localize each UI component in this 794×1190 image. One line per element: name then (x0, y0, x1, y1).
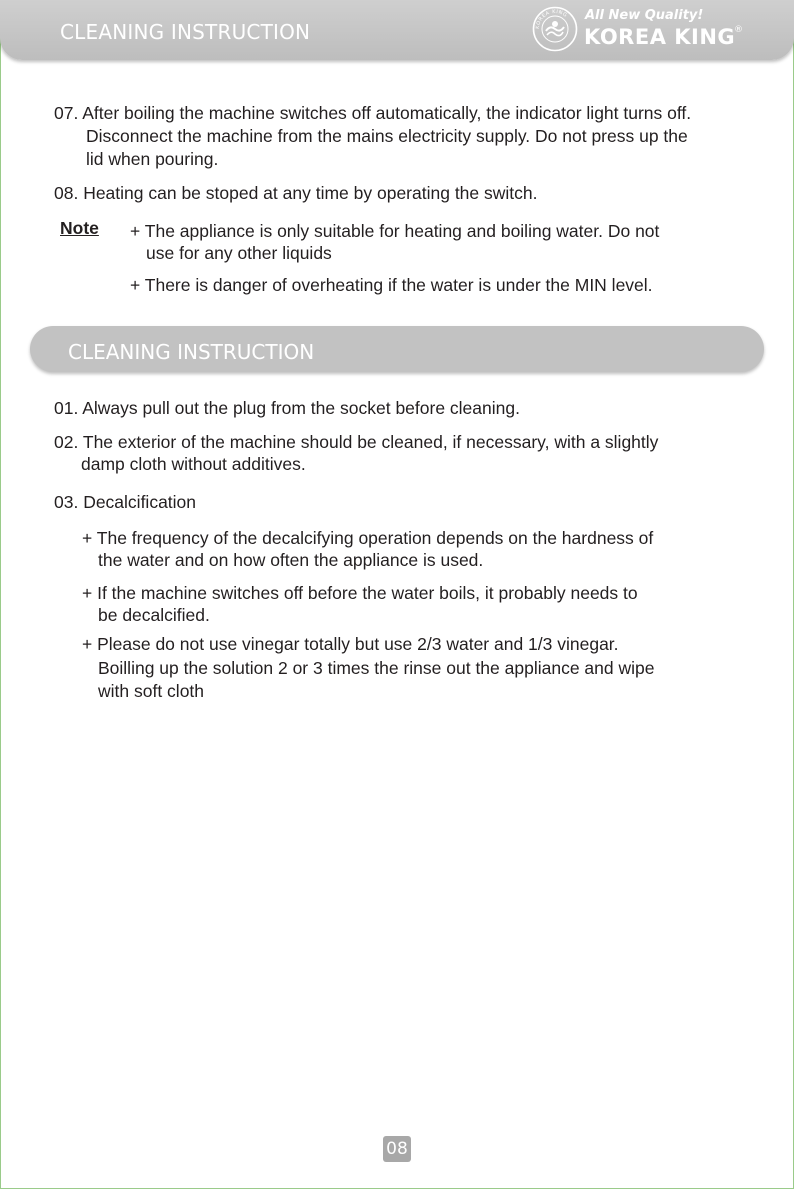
clean-02-line-2: damp cloth without additives. (81, 454, 306, 474)
clean-02-line-1: 02. The exterior of the machine should be cleaned, if necessary, with a slightly (54, 432, 659, 452)
decalc-bullet-2-line-1: + If the machine switches off before the water boils, it probably needs to (82, 583, 638, 603)
section-header-band (30, 326, 764, 372)
clean-01: 01. Always pull out the plug from the socket before cleaning. (54, 398, 520, 418)
header-title: CLEANING INSTRUCTION (60, 20, 311, 44)
decalc-bullet-1-line-1: + The frequency of the decalcifying operation depends on the hardness of (82, 528, 654, 548)
decalc-bullet-3-line-2: Boilling up the solution 2 or 3 times the rinse out the appliance and wipe (98, 658, 655, 678)
note-1-line-1: + The appliance is only suitable for heating and boiling water. Do not (130, 221, 660, 241)
logo-brand: KOREA KING (584, 25, 736, 49)
logo-tagline: All New Quality! (585, 8, 704, 23)
header-band (0, 0, 794, 60)
decalc-bullet-3-line-1: + Please do not use vinegar totally but use 2/3 water and 1/3 vinegar. (82, 634, 619, 654)
decalc-bullet-1-line-2: the water and on how often the appliance is used. (98, 550, 484, 570)
registered-mark: ® (734, 25, 743, 35)
page-number: 08 (383, 1136, 411, 1162)
step-07-line-3: lid when pouring. (86, 149, 219, 169)
note-1-line-2: use for any other liquids (146, 243, 332, 263)
seal-text: KOREA KING (534, 8, 569, 30)
section-title: CLEANING INSTRUCTION (68, 340, 315, 364)
decalc-bullet-2-line-2: be decalcified. (98, 605, 210, 625)
step-07-line-2: Disconnect the machine from the mains electricity supply. Do not press up the (86, 126, 688, 146)
clean-03: 03. Decalcification (54, 492, 197, 512)
note-2: + There is danger of overheating if the water is under the MIN level. (130, 275, 653, 295)
decalc-bullet-3-line-3: with soft cloth (98, 681, 205, 701)
korea-king-seal-logo (532, 6, 578, 52)
step-08: 08. Heating can be stoped at any time by operating the switch. (54, 183, 538, 203)
step-07-line-1: 07. After boiling the machine switches off automatically, the indicator light turns off. (54, 103, 692, 123)
note-label: Note (60, 218, 99, 238)
